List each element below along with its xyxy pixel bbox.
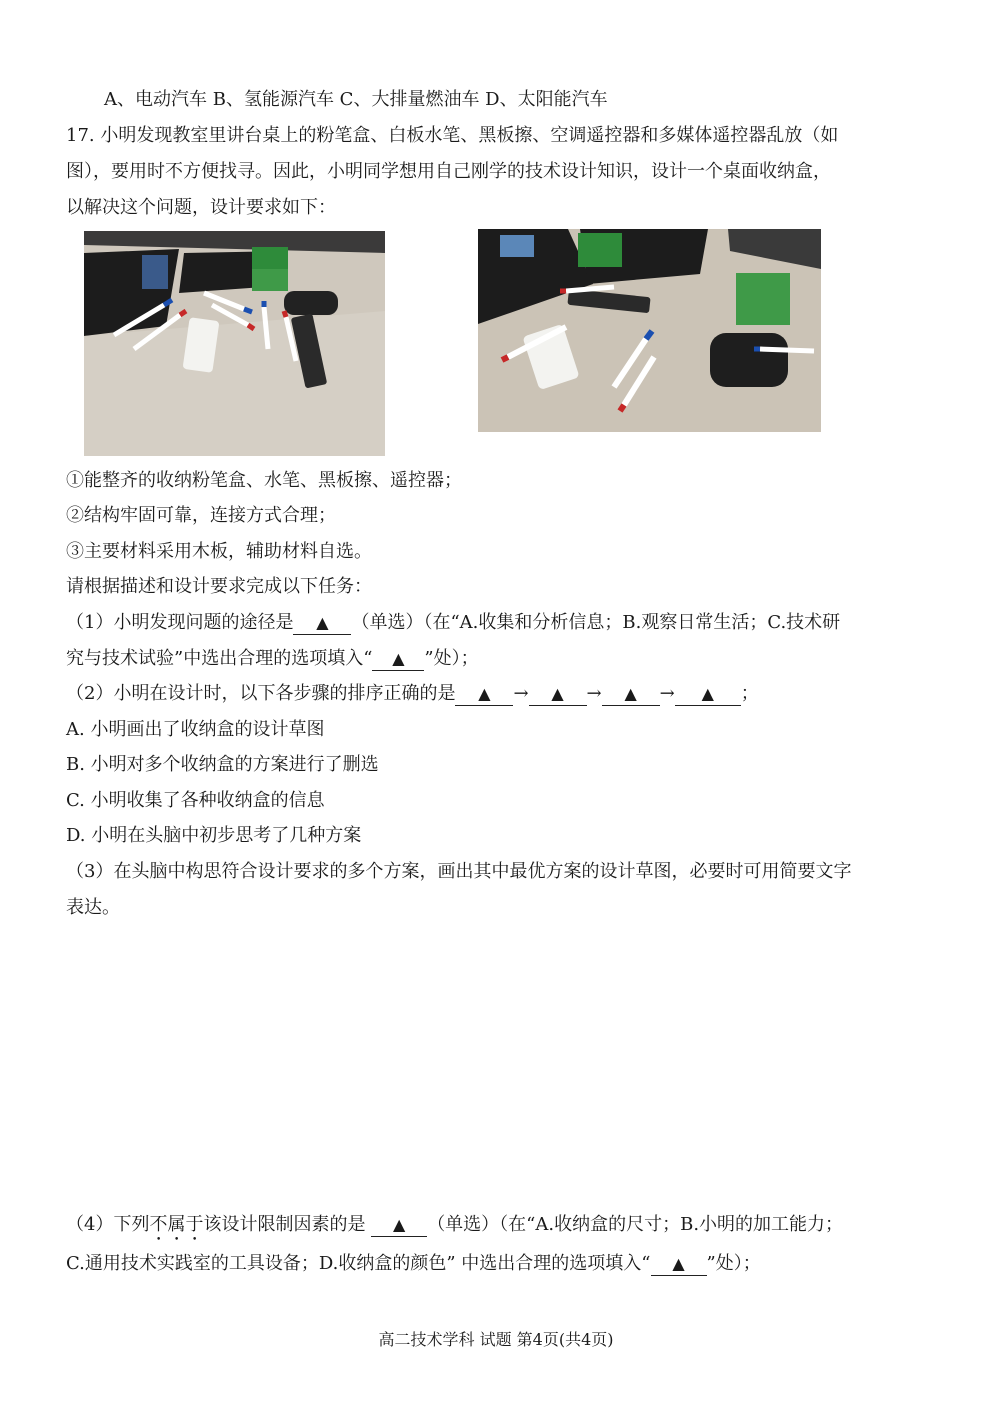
triangle-mark: ▲: [316, 613, 329, 632]
requirement-2: ②结构牢固可靠，连接方式合理；: [66, 505, 336, 526]
task2-option-d: D. 小明在头脑中初步思考了几种方案: [66, 825, 362, 846]
task2-option-a: A. 小明画出了收纳盒的设计草图: [66, 719, 325, 740]
triangle-mark: ▲: [393, 1215, 406, 1234]
task1-text-c: 究与技术试验”中选出合理的选项填入“: [66, 648, 373, 669]
task1-text-b: （单选）（在“A.收集和分析信息；B.观察日常生活；C.技术研: [351, 612, 841, 633]
task4-text-a: （4）下列: [66, 1214, 150, 1235]
task2-option-b: B. 小明对多个收纳盒的方案进行了删选: [66, 754, 379, 775]
task4-line1: [66, 1213, 926, 1245]
triangle-mark: ▲: [392, 649, 405, 668]
task2-option-c: C. 小明收集了各种收纳盒的信息: [66, 790, 325, 811]
task2-blank-1[interactable]: [455, 683, 513, 706]
task4-text-b: 该设计限制因素的是: [203, 1214, 372, 1235]
desk-photo-right: [478, 229, 821, 432]
task1-text-d: ”处）；: [424, 648, 479, 669]
triangle-mark: ▲: [624, 684, 637, 703]
q16-options: A、电动汽车 B、氢能源汽车 C、大排量燃油车 D、太阳能汽车: [104, 89, 608, 110]
task2-blank-3[interactable]: [602, 683, 660, 706]
arrow: →: [659, 683, 675, 704]
task-intro: 请根据描述和设计要求完成以下任务：: [66, 576, 372, 597]
task1-line1: [66, 611, 926, 635]
q17-stem-line3: 以解决这个问题，设计要求如下：: [66, 197, 336, 218]
task1-answer-blank[interactable]: [293, 612, 351, 635]
q17-stem-line2: 图），要用时不方便找寻。因此，小明同学想用自己刚学的技术设计知识，设计一个桌面收纳盒，: [66, 161, 831, 182]
task2-blank-2[interactable]: [529, 683, 587, 706]
task1-answer-blank-2[interactable]: [372, 648, 424, 671]
task2-blank-4[interactable]: [675, 683, 741, 706]
task2-end: ；: [740, 683, 759, 704]
task4-text-d: C.通用技术实践室的工具设备；D.收纳盒的颜色” 中选出合理的选项填入“: [66, 1253, 651, 1274]
task1-line2: [66, 647, 926, 671]
q17-stem-line1: 17. 小明发现教室里讲台桌上的粉笔盒、白板水笔、黑板擦、空调遥控器和多媒体遥控器乱放（如: [66, 125, 839, 146]
triangle-mark: ▲: [551, 684, 564, 703]
desk-photo-left: [84, 231, 385, 456]
task4-answer-blank[interactable]: [371, 1214, 427, 1237]
task2-line: [66, 682, 926, 706]
task4-text-e: ”处）；: [706, 1253, 761, 1274]
task3-line1: （3）在头脑中构思符合设计要求的多个方案，画出其中最优方案的设计草图，必要时可用简要文字: [66, 861, 852, 882]
task3-line2: 表达。: [66, 897, 120, 918]
task4-line2: [66, 1252, 926, 1276]
task4-emphasis: 不属于: [149, 1214, 204, 1235]
triangle-mark: ▲: [478, 684, 491, 703]
task4-answer-blank-2[interactable]: [651, 1253, 707, 1276]
arrow: →: [513, 683, 529, 704]
task4-text-c: （单选）（在“A.收纳盒的尺寸；B.小明的加工能力；: [427, 1214, 844, 1235]
triangle-mark: ▲: [701, 684, 714, 703]
task1-text-a: （1）小明发现问题的途径是: [66, 612, 294, 633]
requirement-1: ①能整齐的收纳粉笔盒、水笔、黑板擦、遥控器；: [66, 470, 462, 491]
task2-text-a: （2）小明在设计时，以下各步骤的排序正确的是: [66, 683, 456, 704]
requirement-3: ③主要材料采用木板，辅助材料自选。: [66, 541, 372, 562]
arrow: →: [586, 683, 602, 704]
triangle-mark: ▲: [672, 1254, 685, 1273]
page-footer: 高二技术学科 试题 第4页(共4页): [378, 1330, 614, 1349]
